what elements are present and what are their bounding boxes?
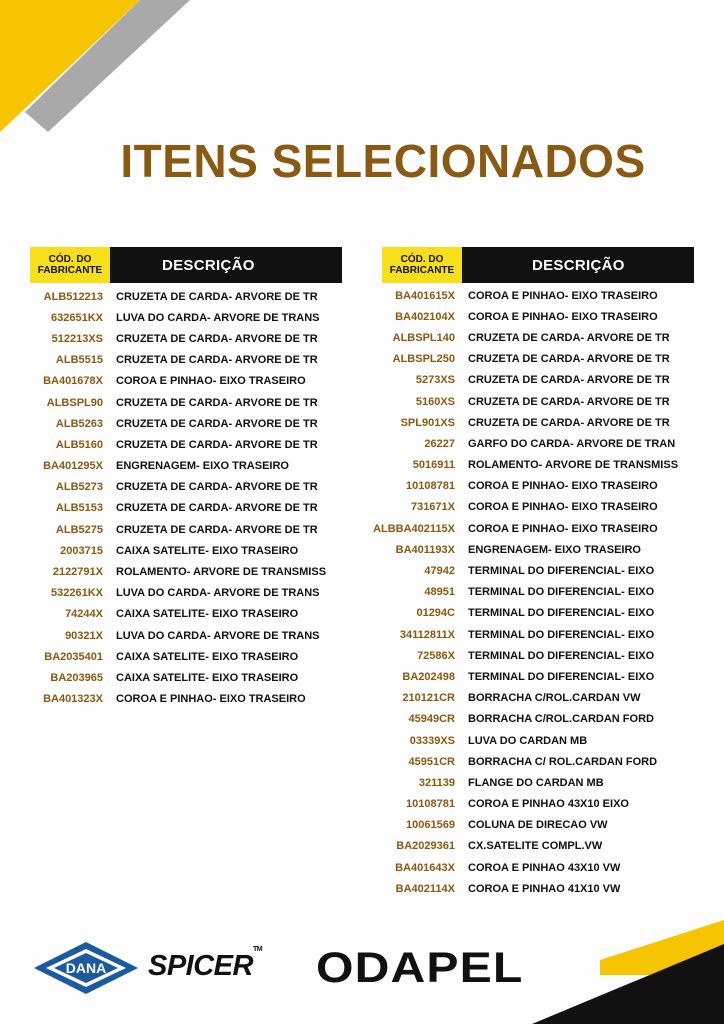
code-column-header — [382, 247, 462, 283]
part-description: GARFO DO CARDA- ARVORE DE TRAN — [468, 437, 676, 450]
table-row — [366, 794, 694, 815]
part-description: BORRACHA C/ROL.CARDAN VW — [468, 692, 641, 705]
part-description: CAIXA SATELITE- EIXO TRASEIRO — [116, 650, 299, 663]
table-row — [366, 772, 694, 793]
part-code: ALBSPL250 — [392, 353, 455, 366]
table-row — [0, 286, 342, 307]
part-description: COROA E PINHAO- EIXO TRASEIRO — [468, 501, 658, 514]
part-description: BORRACHA C/ ROL.CARDAN FORD — [468, 755, 658, 768]
table-row — [0, 477, 342, 498]
part-description: CRUZETA DE CARDA- ARVORE DE TR — [116, 502, 318, 515]
code-header-line1: CÓD. DO — [400, 254, 444, 265]
code-header-line2: FABRICANTE — [389, 265, 455, 276]
part-description: CRUZETA DE CARDA- ARVORE DE TR — [468, 353, 670, 366]
part-code: 34112811X — [399, 628, 455, 641]
table-row — [366, 666, 694, 687]
part-code: BA2035401 — [44, 650, 103, 663]
part-code: 72586X — [417, 649, 455, 662]
part-description: CRUZETA DE CARDA- ARVORE DE TR — [116, 523, 318, 536]
part-code: 48951 — [424, 586, 455, 599]
table-row — [0, 540, 342, 561]
part-description: TERMINAL DO DIFERENCIAL- EIXO — [468, 586, 655, 599]
table-row — [366, 370, 694, 391]
part-description: ROLAMENTO- ARVORE DE TRANSMISS — [468, 459, 679, 472]
part-code: 03339XS — [409, 734, 455, 747]
dana-logo-text: DANA — [65, 960, 107, 976]
table-body — [0, 286, 342, 710]
part-description: LUVA DO CARDA- ARVORE DE TRANS — [116, 311, 320, 324]
part-description: TERMINAL DO DIFERENCIAL- EIXO — [468, 628, 655, 641]
part-code: 26227 — [424, 437, 455, 450]
part-description: CRUZETA DE CARDA- ARVORE DE TR — [116, 417, 318, 430]
part-code: ALBBA402115X — [373, 522, 455, 535]
part-description: CRUZETA DE CARDA- ARVORE DE TR — [116, 481, 318, 494]
part-code: BA401615X — [395, 289, 455, 302]
part-code: 321139 — [418, 776, 455, 789]
part-description: COLUNA DE DIRECAO VW — [468, 819, 608, 832]
part-code: 45951CR — [408, 755, 455, 768]
odapel-logo-text: ODAPEL — [316, 944, 524, 992]
part-description: COROA E PINHAO- EIXO TRASEIRO — [116, 693, 306, 706]
part-code: 90321X — [65, 629, 103, 642]
table-row — [366, 391, 694, 412]
table-row — [0, 371, 342, 392]
table-row — [366, 836, 694, 857]
spicer-logo — [148, 946, 263, 983]
part-code: SPL901XS — [400, 416, 455, 429]
part-description: COROA E PINHAO- EIXO TRASEIRO — [468, 522, 658, 535]
part-description: CX.SATELITE COMPL.VW — [468, 840, 603, 853]
part-code: ALB5273 — [55, 481, 103, 494]
spicer-trademark: TM — [252, 946, 263, 953]
part-code: 2122791X — [52, 566, 103, 579]
part-description: CAIXA SATELITE- EIXO TRASEIRO — [116, 608, 299, 621]
table-row — [0, 434, 342, 455]
table-row — [366, 285, 694, 306]
description-column-header: DESCRIÇÃO — [462, 247, 694, 283]
part-code: 512213XS — [51, 332, 103, 345]
table-row — [0, 561, 342, 582]
part-description: CAIXA SATELITE- EIXO TRASEIRO — [116, 671, 299, 684]
table-row — [366, 751, 694, 772]
table-row — [366, 560, 694, 581]
part-description: TERMINAL DO DIFERENCIAL- EIXO — [468, 649, 655, 662]
table-row — [0, 456, 342, 477]
part-code: ALBSPL140 — [392, 331, 455, 344]
table-row — [0, 646, 342, 667]
table-row — [366, 518, 694, 539]
part-code: 10108781 — [406, 798, 455, 811]
part-code: ALB5263 — [55, 417, 103, 430]
part-description: TERMINAL DO DIFERENCIAL- EIXO — [468, 670, 655, 683]
table-row — [366, 878, 694, 899]
table-header — [382, 247, 694, 283]
part-code: 45949CR — [408, 713, 455, 726]
table-row — [0, 392, 342, 413]
part-code: ALB5160 — [55, 438, 103, 451]
part-code: BA401295X — [43, 460, 103, 473]
part-description: COROA E PINHAO- EIXO TRASEIRO — [468, 310, 658, 323]
part-code: BA2029361 — [396, 840, 455, 853]
part-code: 5160XS — [415, 395, 455, 408]
part-description: COROA E PINHAO- EIXO TRASEIRO — [116, 375, 306, 388]
part-description: LUVA DO CARDA- ARVORE DE TRANS — [116, 629, 320, 642]
table-row — [366, 412, 694, 433]
part-description: COROA E PINHAO- EIXO TRASEIRO — [468, 289, 658, 302]
part-code: BA202498 — [402, 670, 455, 683]
part-description: CRUZETA DE CARDA- ARVORE DE TR — [116, 396, 318, 409]
table-row — [366, 857, 694, 878]
table-row — [0, 583, 342, 604]
table-row — [366, 645, 694, 666]
parts-table-left — [30, 247, 342, 710]
table-row — [366, 730, 694, 751]
part-code: ALB512213 — [43, 290, 103, 303]
table-row — [0, 328, 342, 349]
part-description: COROA E PINHAO- EIXO TRASEIRO — [468, 480, 658, 493]
table-body — [366, 285, 694, 899]
table-row — [366, 582, 694, 603]
part-code: BA402104X — [395, 310, 455, 323]
part-description: CRUZETA DE CARDA- ARVORE DE TR — [116, 354, 318, 367]
table-row — [0, 350, 342, 371]
part-description: CRUZETA DE CARDA- ARVORE DE TR — [468, 395, 670, 408]
part-code: 01294C — [416, 607, 455, 620]
parts-table-right — [373, 247, 694, 899]
odapel-logo — [316, 944, 523, 993]
part-code: BA401193X — [395, 543, 455, 556]
part-description: CRUZETA DE CARDA- ARVORE DE TR — [468, 331, 670, 344]
table-row — [366, 709, 694, 730]
part-code: 5016911 — [412, 459, 455, 472]
part-code: 47942 — [424, 565, 455, 578]
part-description: ENGRENAGEM- EIXO TRASEIRO — [468, 543, 641, 556]
description-column-header: DESCRIÇÃO — [110, 247, 342, 283]
part-code: BA401678X — [43, 375, 103, 388]
part-code: 10061569 — [406, 819, 455, 832]
spicer-logo-text: SPICER — [148, 950, 253, 982]
table-row — [366, 497, 694, 518]
table-row — [0, 604, 342, 625]
table-row — [366, 476, 694, 497]
part-description: CAIXA SATELITE- EIXO TRASEIRO — [116, 544, 299, 557]
part-code: 74244X — [65, 608, 103, 621]
part-description: LUVA DO CARDA- ARVORE DE TRANS — [116, 587, 320, 600]
part-description: CRUZETA DE CARDA- ARVORE DE TR — [116, 290, 318, 303]
table-row — [366, 815, 694, 836]
part-description: CRUZETA DE CARDA- ARVORE DE TR — [116, 438, 318, 451]
table-row — [366, 327, 694, 348]
part-description: LUVA DO CARDAN MB — [468, 734, 588, 747]
table-row — [366, 603, 694, 624]
part-description: CRUZETA DE CARDA- ARVORE DE TR — [116, 332, 318, 345]
table-row — [366, 455, 694, 476]
part-description: FLANGE DO CARDAN MB — [468, 776, 604, 789]
table-row — [0, 307, 342, 328]
page-title: ITENS SELECIONADOS — [120, 135, 646, 187]
part-description: COROA E PINHAO 43X10 VW — [468, 861, 621, 874]
part-description: CRUZETA DE CARDA- ARVORE DE TR — [468, 416, 670, 429]
part-code: BA401323X — [43, 693, 103, 706]
part-code: BA402114X — [395, 882, 455, 895]
part-description: TERMINAL DO DIFERENCIAL- EIXO — [468, 607, 655, 620]
table-header — [30, 247, 342, 283]
part-code: 210121CR — [402, 692, 455, 705]
dana-logo — [30, 940, 142, 996]
part-description: TERMINAL DO DIFERENCIAL- EIXO — [468, 565, 655, 578]
part-description: BORRACHA C/ROL.CARDAN FORD — [468, 713, 654, 726]
part-code: ALB5275 — [55, 523, 103, 536]
part-code: ALB5153 — [55, 502, 103, 515]
part-description: COROA E PINHAO 43X10 EIXO — [468, 798, 629, 811]
part-code: 5273XS — [415, 374, 455, 387]
part-code: BA203965 — [50, 671, 103, 684]
part-description: ENGRENAGEM- EIXO TRASEIRO — [116, 460, 289, 473]
table-row — [0, 667, 342, 688]
part-code: 10108781 — [406, 480, 455, 493]
part-code: 731671X — [410, 501, 455, 514]
table-row — [0, 413, 342, 434]
table-row — [366, 624, 694, 645]
table-row — [366, 349, 694, 370]
code-header-line2: FABRICANTE — [37, 265, 103, 276]
part-code: 532261KX — [51, 587, 103, 600]
code-header-line1: CÓD. DO — [48, 254, 92, 265]
table-row — [366, 306, 694, 327]
part-description: COROA E PINHAO 41X10 VW — [468, 882, 621, 895]
part-code: BA401643X — [395, 861, 455, 874]
part-description: CRUZETA DE CARDA- ARVORE DE TR — [468, 374, 670, 387]
table-row — [366, 433, 694, 454]
part-code: 2003715 — [60, 544, 103, 557]
table-row — [366, 539, 694, 560]
part-code: ALBSPL90 — [46, 396, 103, 409]
table-row — [0, 689, 342, 710]
table-row — [0, 625, 342, 646]
code-column-header — [30, 247, 110, 283]
table-row — [0, 519, 342, 540]
table-row — [366, 688, 694, 709]
part-code: ALB5515 — [55, 354, 103, 367]
part-code: 632651KX — [51, 311, 103, 324]
part-description: ROLAMENTO- ARVORE DE TRANSMISS — [116, 566, 327, 579]
table-row — [0, 498, 342, 519]
